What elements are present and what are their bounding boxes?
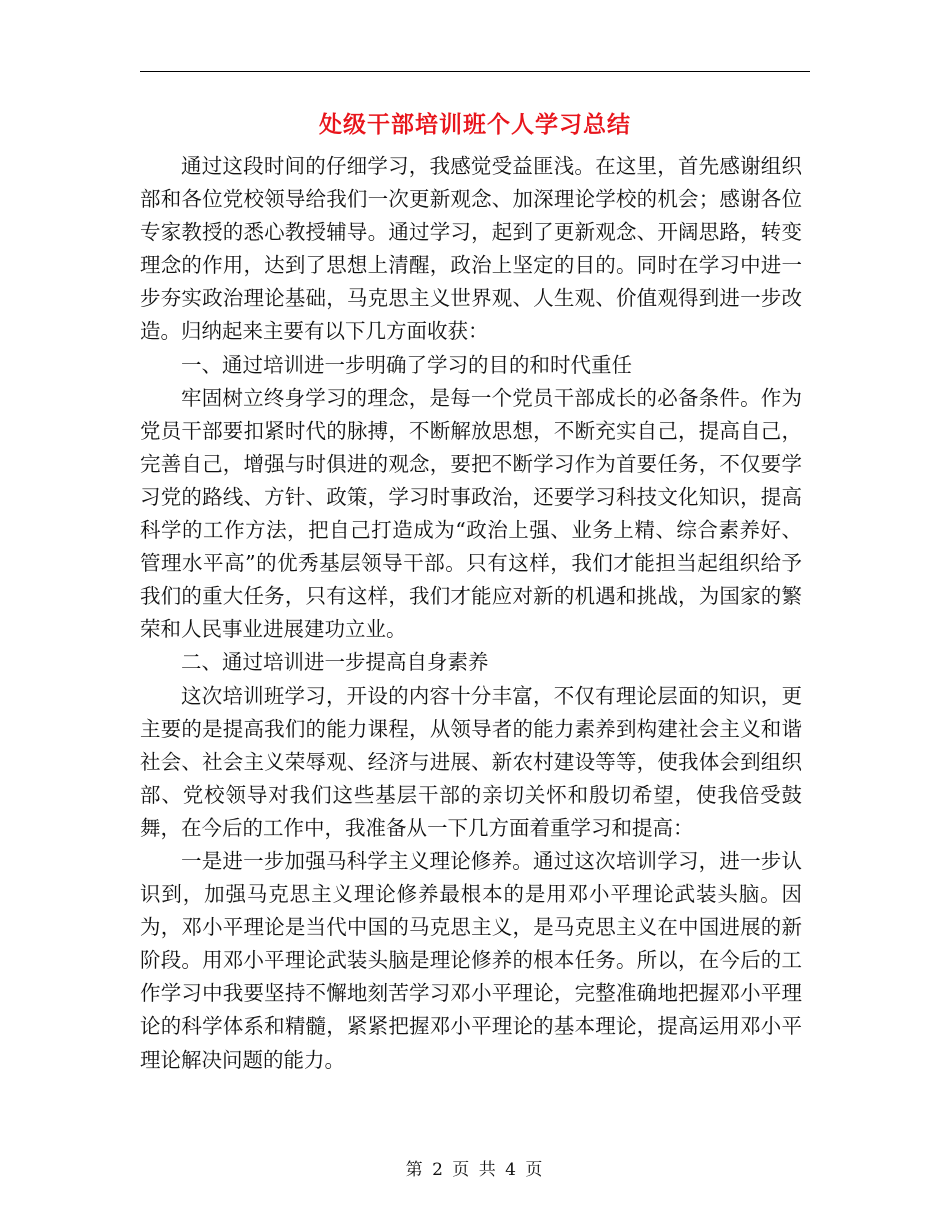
header-rule: [140, 71, 810, 72]
paragraph-section-2: 这次培训班学习，开设的内容十分丰富，不仅有理论层面的知识，更主要的是提高我们的能力课程，从领导者的能力素养到构建社会主义和谐社会、社会主义荣辱观、经济与进展、新农村建设等等，使我体会到组织部、党校领导对我们这些基层干部的亲切关怀和殷切希望，使我倍受鼓舞，在今后的工作中，我准备从一下几方面着重学习和提高：: [140, 683, 802, 840]
paragraph-section-1: 牢固树立终身学习的理念，是每一个党员干部成长的必备条件。作为党员干部要扣紧时代的脉搏，不断解放思想，不断充实自己，提高自己，完善自己，增强与时俱进的观念，要把不断学习作为首要任务，不仅要学习党的路线、方针、政策，学习时事政治，还要学习科技文化知识，提高科学的工作方法，把自己打造成为“政治上强、业务上精、综合素养好、管理水平高”的优秀基层领导干部。只有这样，我们才能担当起组织给予我们的重大任务，只有这样，我们才能应对新的机遇和挑战，为国家的繁荣和人民事业进展建功立业。: [140, 385, 802, 642]
document-title: 处级干部培训班个人学习总结: [319, 112, 631, 138]
section-heading-2: 二、通过培训进一步提高自身素养: [181, 650, 489, 675]
section-heading-1: 一、通过培训进一步明确了学习的目的和时代重任: [181, 352, 632, 377]
document-body: [140, 150, 802, 1077]
paragraph-intro: 通过这段时间的仔细学习，我感觉受益匪浅。在这里，首先感谢组织部和各位党校领导给我们一次更新观念、加深理论学校的机会；感谢各位专家教授的悉心教授辅导。通过学习，起到了更新观念、开阔思路，转变理念的作用，达到了思想上清醒，政治上坚定的目的。同时在学习中进一步夯实政治理论基础，马克思主义世界观、人生观、价值观得到进一步改造。归纳起来主要有以下几方面收获：: [140, 154, 802, 344]
page-footer: 第 2 页 共 4 页: [405, 1160, 545, 1180]
paragraph-point-1: 一是进一步加强马科学主义理论修养。通过这次培训学习，进一步认识到，加强马克思主义理论修养最根本的是用邓小平理论武装头脑。因为，邓小平理论是当代中国的马克思主义，是马克思主义在中国进展的新阶段。用邓小平理论武装头脑是理论修养的根本任务。所以，在今后的工作学习中我要坚持不懈地刻苦学习邓小平理论，完整准确地把握邓小平理论的科学体系和精髓，紧紧把握邓小平理论的基本理论，提高运用邓小平理论解决问题的能力。: [140, 848, 802, 1072]
